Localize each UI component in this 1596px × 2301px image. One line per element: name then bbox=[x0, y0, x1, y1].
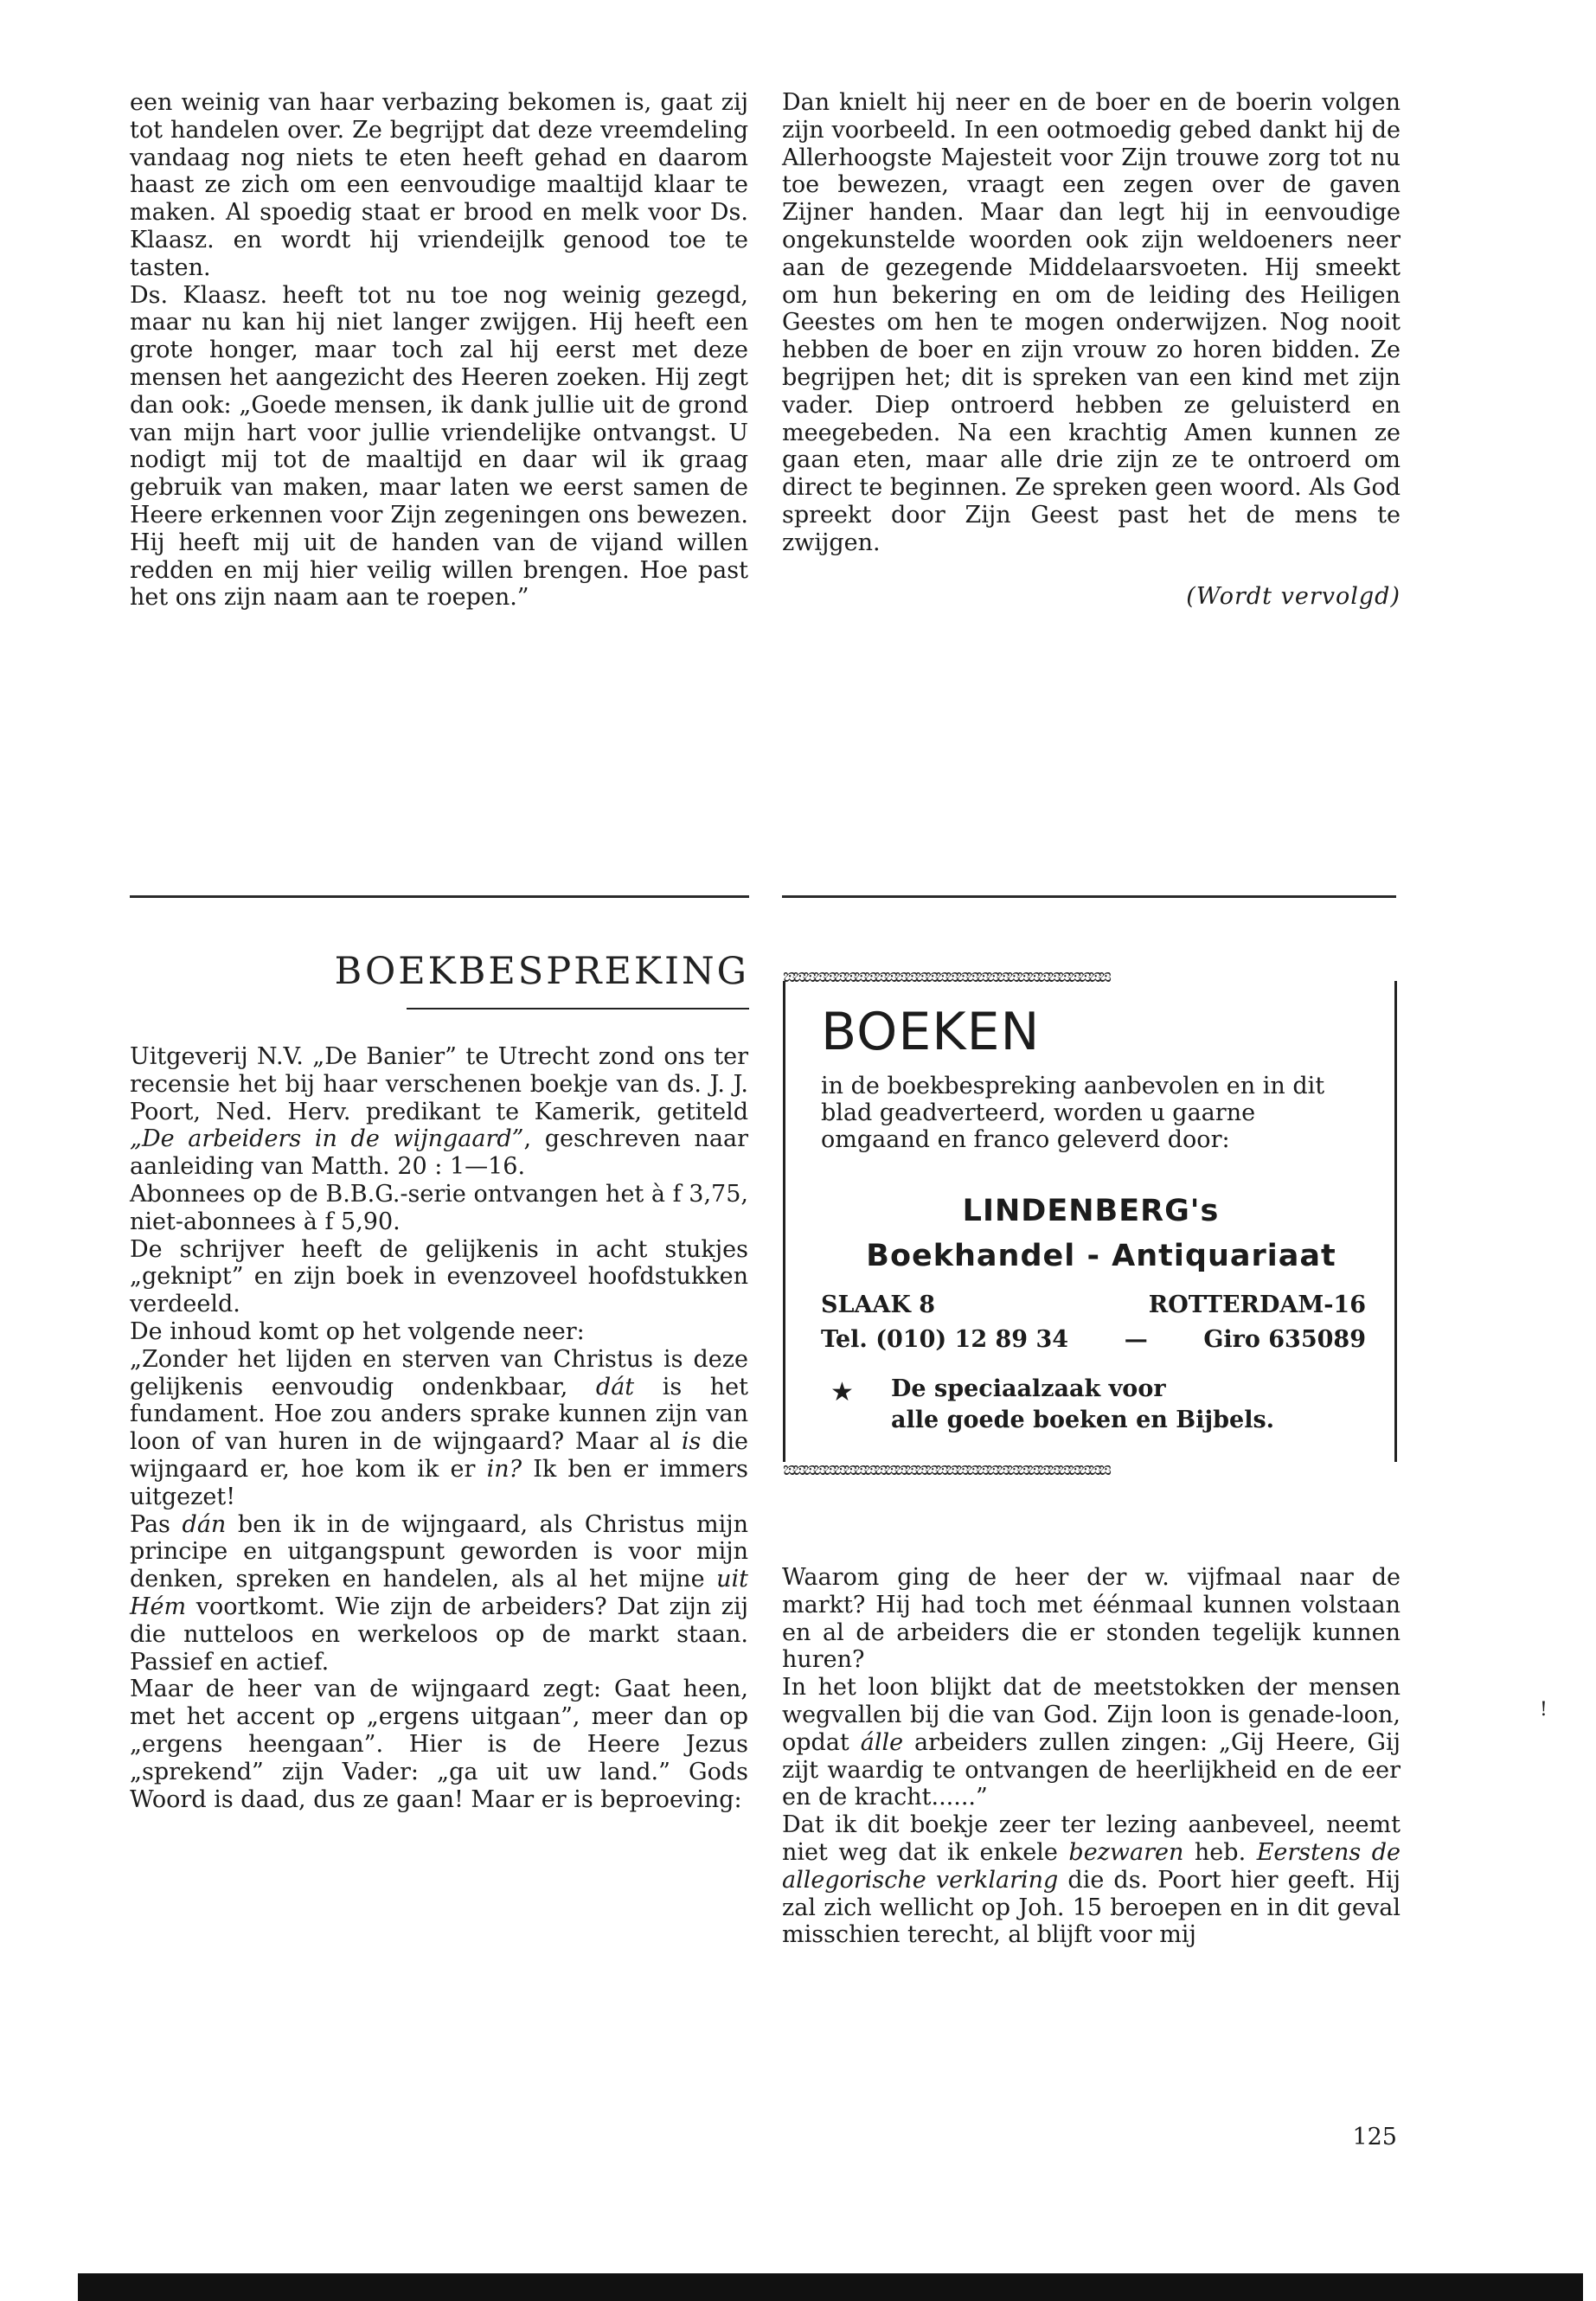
book-title: „De arbeiders in de wijngaard” bbox=[130, 1125, 524, 1153]
shop-subtitle: Boekhandel - Antiquariaat bbox=[866, 1239, 1336, 1273]
review-text: Uitgeverij N.V. „De Banier” te Utrecht zond ons ter recensie het bij haar verschenen boekje van ds. J. J. Poort, Ned. Herv. predikant te Kamerik, getiteld bbox=[130, 1043, 748, 1125]
shop-address bbox=[821, 1292, 1366, 1318]
emphasis: is bbox=[681, 1428, 702, 1456]
review-text: is het fundament. Hoe zou anders sprake kunnen zijn van loon of van huren in de wijngaard? Maar al bbox=[130, 1373, 748, 1456]
ad-title: BOEKEN bbox=[821, 1002, 1041, 1062]
ornamental-border-bottom: ಙಙಙಙಙಙಙಙಙಙಙಙಙಙಙಙಙಙಙಙಙಙಙಙಙಙಙಙಙಙಙಙ bbox=[783, 1460, 1110, 1479]
stray-mark: ! bbox=[1540, 1699, 1548, 1721]
section-divider-right bbox=[782, 895, 1396, 898]
continued-note: (Wordt vervolgd) bbox=[1186, 582, 1401, 610]
ad-intro-text: in de boekbespreking aanbevolen en in dit blad geadverteerd, worden u gaarne omgaand en franco geleverd door: bbox=[821, 1073, 1325, 1153]
shop-name: LINDENBERG's bbox=[962, 1194, 1220, 1228]
review-text: , geschreven naar aanleiding van Matth. 20 : 1—16. bbox=[130, 1125, 749, 1181]
review-paragraph: De schrijver heeft de gelijkenis in acht stukjes „geknipt” en zijn boek in evenzoveel hoofdstukken verdeeld. bbox=[130, 1235, 748, 1318]
review-paragraph: De inhoud komt op het volgende neer: bbox=[130, 1317, 585, 1345]
emphasis: dát bbox=[595, 1373, 635, 1400]
review-paragraph bbox=[782, 1811, 1401, 1949]
emphasis: bezwaren bbox=[1068, 1838, 1184, 1866]
ad-slogan-line: alle goede boeken en Bijbels. bbox=[891, 1407, 1275, 1433]
review-left-column bbox=[130, 1043, 748, 1813]
emphasis: dán bbox=[182, 1510, 227, 1538]
emphasis: álle bbox=[860, 1728, 904, 1756]
review-text: die ds. Poort hier geeft. Hij zal zich wellicht op Joh. 15 beroepen en in dit geval misschien terecht, al blijft voor mij bbox=[782, 1866, 1401, 1949]
review-text: Ik ben er immers uitgezet! bbox=[130, 1455, 748, 1510]
emphasis: in? bbox=[486, 1455, 522, 1483]
ad-intro bbox=[821, 1073, 1340, 1153]
emphasis: Eerstens de allegorische verklaring bbox=[782, 1838, 1401, 1894]
article-paragraph: Dan knielt hij neer en de boer en de boerin volgen zijn voorbeeld. In een ootmoedig gebed dankt hij de Allerhoogste Majesteit voor Zijn trouwe zorg tot nu toe bewezen, vraagt een zegen over de gaven Zijner handen. Maar dan legt hij in eenvoudige ongekunstelde woorden ook zijn weldoeners neer aan de gezegende Middelaarsvoeten. Hij smeekt om hun bekering en om de leiding des Heiligen Geestes om hen te mogen onderwijzen. Nog nooit hebben de boer en zijn vrouw zo horen bidden. Ze begrijpen het; dit is spreken van een kind met zijn vader. Diep ontroerd hebben ze geluisterd en meegebeden. Na een krachtig Amen kunnen ze gaan eten, maar alle drie zijn ze te ontroerd om direct te beginnen. Ze spreken geen woord. Als God spreekt door Zijn Geest past het de mens te zwijgen. bbox=[782, 89, 1401, 556]
contact-dash: — bbox=[1124, 1326, 1148, 1353]
review-paragraph: Abonnees op de B.B.G.-serie ontvangen het à f 3,75, niet-abonnees à f 5,90. bbox=[130, 1180, 748, 1235]
article-left-column bbox=[130, 89, 748, 612]
review-text: voortkomt. Wie zijn de arbeiders? Dat zijn zij die nutteloos en werkeloos op de markt staan. Passief en actief. bbox=[130, 1593, 748, 1676]
star-icon: ★ bbox=[830, 1377, 854, 1407]
review-paragraph: Waarom ging de heer der w. vijfmaal naar de markt? Hij had toch met éénmaal kunnen volstaan en al de arbeiders die er stonden tegelijk kunnen huren? bbox=[782, 1564, 1401, 1674]
shop-street: SLAAK 8 bbox=[821, 1292, 936, 1318]
review-text: In het loon blijkt dat de meetstokken der mensen wegvallen bij die van God. Zijn loon is genade-loon, opdat bbox=[782, 1674, 1401, 1756]
page-number: 125 bbox=[1352, 2124, 1397, 2150]
article-paragraph: Ds. Klaasz. heeft tot nu toe nog weinig gezegd, maar nu kan hij niet langer zwijgen. Hij heeft een grote honger, maar toch zal hij eerst met deze mensen het aangezicht des Heeren zoeken. Hij zegt dan ook: „Goede mensen, ik dank jullie uit de grond van mijn hart voor jullie vriendelijke ontvangst. U nodigt mij tot de maaltijd en daar wil ik graag gebruik van maken, maar laten we eerst samen de Heere erkennen voor Zijn zegeningen ons bewezen. Hij heeft mij uit de handen van de vijand willen redden en mij hier veilig willen brengen. Hoe past het ons zijn naam aan te roepen.” bbox=[130, 281, 748, 612]
review-text: ben ik in de wijngaard, als Christus mijn principe en uitgangspunt geworden is voor mijn denken, spreken en handelen, als al het mijne bbox=[130, 1510, 749, 1593]
scan-edge-bar bbox=[78, 2273, 1583, 2301]
review-right-column bbox=[782, 1564, 1401, 1949]
section-divider-left bbox=[130, 895, 749, 898]
review-paragraph bbox=[130, 1346, 748, 1511]
article-right-column bbox=[782, 89, 1401, 610]
review-paragraph bbox=[130, 1043, 748, 1181]
review-paragraph: Maar de heer van de wijngaard zegt: Gaat heen, met het accent op „ergens uitgaan”, meer dan op „ergens heengaan”. Hier is de Heere Jezus „sprekend” zijn Vader: „ga uit uw land.” Gods Woord is daad, dus ze gaan! Maar er is beproeving: bbox=[130, 1676, 748, 1813]
review-text: heb. bbox=[1183, 1838, 1257, 1866]
emphasis: uit Hém bbox=[130, 1566, 748, 1620]
bookshop-advertisement bbox=[783, 967, 1399, 1479]
shop-giro: Giro 635089 bbox=[1203, 1326, 1366, 1353]
review-paragraph bbox=[130, 1511, 748, 1676]
review-text: „Zonder het lijden en sterven van Christus is deze gelijkenis eenvoudig ondenkbaar, bbox=[130, 1345, 748, 1400]
review-text: die wijngaard er, hoe kom ik er bbox=[130, 1428, 748, 1483]
review-heading-underline bbox=[407, 1008, 749, 1009]
shop-contact bbox=[821, 1326, 1366, 1353]
ornamental-border-top: ಙಙಙಙಙಙಙಙಙಙಙಙಙಙಙಙಙಙಙಙಙಙಙಙಙಙಙಙಙಙಙಙ bbox=[783, 967, 1110, 986]
review-text: arbeiders zullen zingen: „Gij Heere, Gij zijt waardig te ontvangen de heerlijkheid en de eer en de kracht......” bbox=[782, 1728, 1401, 1811]
ad-slogan-line: De speciaalzaak voor bbox=[891, 1375, 1166, 1402]
shop-city: ROTTERDAM-16 bbox=[1148, 1292, 1366, 1318]
review-heading: BOEKBESPREKING bbox=[334, 950, 749, 993]
shop-phone: Tel. (010) 12 89 34 bbox=[821, 1326, 1069, 1353]
article-paragraph: een weinig van haar verbazing bekomen is, gaat zij tot handelen over. Ze begrijpt dat deze vreemdeling vandaag nog niets te eten heeft gehad en daarom haast ze zich om een eenvoudige maaltijd klaar te maken. Al spoedig staat er brood en melk voor Ds. Klaasz. en wordt hij vriendeijlk genood toe te tasten. bbox=[130, 89, 748, 281]
review-text: Dat ik dit boekje zeer ter lezing aanbeveel, neemt niet weg dat ik enkele bbox=[782, 1811, 1401, 1866]
review-paragraph bbox=[782, 1674, 1401, 1811]
review-text: Pas bbox=[130, 1510, 183, 1538]
